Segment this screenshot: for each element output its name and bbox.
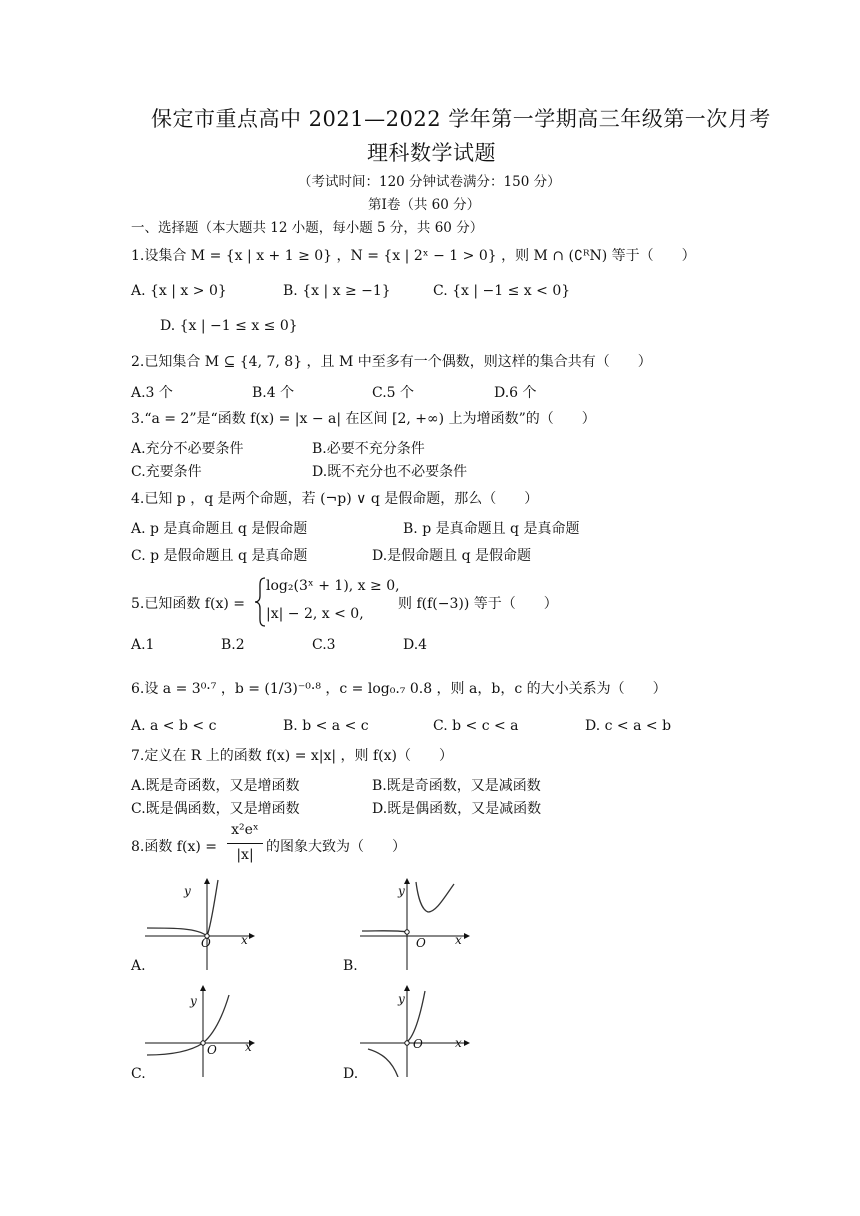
- graph-a-label: A.: [131, 958, 146, 974]
- question-1-option-a: A. {x | x > 0}: [131, 283, 227, 299]
- question-4-stem: 4.已知 p ，q 是两个命题，若 (¬p) ∨ q 是假命题，那么（ ）: [131, 491, 539, 507]
- question-8-denominator: |x|: [236, 847, 254, 863]
- graph-c-y-label: y: [190, 994, 197, 1008]
- graph-c-origin-label: O: [207, 1043, 217, 1057]
- question-5-stem-suffix: 则 f(f(−3)) 等于（ ）: [398, 596, 558, 612]
- graph-b: [360, 878, 470, 970]
- graph-b-origin-label: O: [416, 936, 426, 950]
- graph-d-label: D.: [343, 1066, 359, 1082]
- graph-c-x-label: x: [245, 1040, 252, 1054]
- graph-a-x-label: x: [241, 933, 248, 947]
- question-2-option-b: B.4 个: [252, 385, 295, 401]
- question-4-option-a: A. p 是真命题且 q 是假命题: [131, 521, 308, 537]
- question-6-option-b: B. b < a < c: [283, 718, 369, 734]
- question-3-stem: 3.“a = 2”是“函数 f(x) = |x − a| 在区间 [2, +∞) 上为增函数”的（ ）: [131, 411, 596, 427]
- question-5-piece-2: |x| − 2, x < 0,: [266, 606, 364, 622]
- graph-b-label: B.: [343, 958, 358, 974]
- volume-label: 第Ⅰ卷（共 60 分）: [368, 197, 481, 213]
- exam-title: 保定市重点高中 2021—2022 学年第一学期高三年级第一次月考: [151, 107, 771, 131]
- graph-a: [145, 878, 255, 970]
- question-7-option-c: C.既是偶函数，又是增函数: [131, 801, 300, 817]
- question-5-piece-1: log₂(3ˣ + 1), x ≥ 0,: [266, 578, 400, 594]
- question-6-option-a: A. a < b < c: [131, 718, 217, 734]
- graph-c: [145, 985, 255, 1077]
- question-7-option-a: A.既是奇函数，又是增函数: [131, 778, 300, 794]
- question-4-option-c: C. p 是假命题且 q 是真命题: [131, 548, 308, 564]
- question-3-option-b: B.必要不充分条件: [312, 441, 425, 457]
- question-2-stem: 2.已知集合 M ⊆ {4, 7, 8} ，且 M 中至多有一个偶数，则这样的集合共有（ ）: [131, 354, 652, 370]
- question-8-numerator: x²eˣ: [231, 822, 259, 838]
- graph-a-y-label: y: [184, 884, 191, 898]
- question-8-stem-prefix: 8.函数 f(x) =: [131, 839, 217, 855]
- question-1-stem: 1.设集合 M = {x | x + 1 ≥ 0} ，N = {x | 2ˣ − 1 > 0} ，则 M ∩ (∁ᴿN) 等于（ ）: [131, 248, 696, 264]
- question-4-option-b: B. p 是真命题且 q 是真命题: [403, 521, 580, 537]
- question-3-option-c: C.充要条件: [131, 464, 202, 480]
- question-2-option-d: D.6 个: [494, 385, 537, 401]
- exam-subject-title: 理科数学试题: [367, 141, 496, 165]
- graph-b-y-label: y: [398, 884, 405, 898]
- question-5-option-b: B.2: [221, 637, 245, 653]
- graph-b-x-label: x: [455, 933, 462, 947]
- question-5-stem-prefix: 5.已知函数 f(x) =: [131, 596, 245, 612]
- question-6-option-c: C. b < c < a: [433, 718, 519, 734]
- question-2-option-c: C.5 个: [372, 385, 415, 401]
- graph-d-x-label: x: [455, 1036, 462, 1050]
- question-1-option-b: B. {x | x ≥ −1}: [283, 283, 391, 299]
- section-heading: 一、选择题（本大题共 12 小题，每小题 5 分，共 60 分）: [131, 220, 484, 236]
- question-2-option-a: A.3 个: [131, 385, 173, 401]
- question-5-option-c: C.3: [312, 637, 336, 653]
- exam-info: （考试时间：120 分钟试卷满分：150 分）: [298, 174, 561, 190]
- question-1-option-d: D. {x | −1 ≤ x ≤ 0}: [160, 318, 298, 334]
- graph-d-origin-label: O: [413, 1037, 423, 1051]
- question-6-stem: 6.设 a = 3⁰·⁷ ，b = (1/3)⁻⁰·⁸ ，c = log₀.₇ 0.8 ，则 a，b，c 的大小关系为（ ）: [131, 681, 667, 697]
- question-7-stem: 7.定义在 R 上的函数 f(x) = x|x| ，则 f(x)（ ）: [131, 748, 454, 764]
- question-5-option-d: D.4: [403, 637, 428, 653]
- graph-a-origin-label: O: [201, 936, 211, 950]
- question-3-option-d: D.既不充分也不必要条件: [312, 464, 468, 480]
- question-3-option-a: A.充分不必要条件: [131, 441, 244, 457]
- question-7-option-b: B.既是奇函数，又是减函数: [372, 778, 541, 794]
- graph-c-label: C.: [131, 1066, 146, 1082]
- graph-d: [360, 985, 470, 1077]
- question-1-option-c: C. {x | −1 ≤ x < 0}: [433, 283, 571, 299]
- question-5-option-a: A.1: [131, 637, 155, 653]
- graph-d-y-label: y: [398, 992, 405, 1006]
- question-7-option-d: D.既是偶函数，又是减函数: [372, 801, 542, 817]
- question-4-option-d: D.是假命题且 q 是假命题: [372, 548, 532, 564]
- question-6-option-d: D. c < a < b: [585, 718, 672, 734]
- fraction-bar: [227, 843, 263, 844]
- question-8-stem-suffix: 的图象大致为（ ）: [266, 839, 406, 855]
